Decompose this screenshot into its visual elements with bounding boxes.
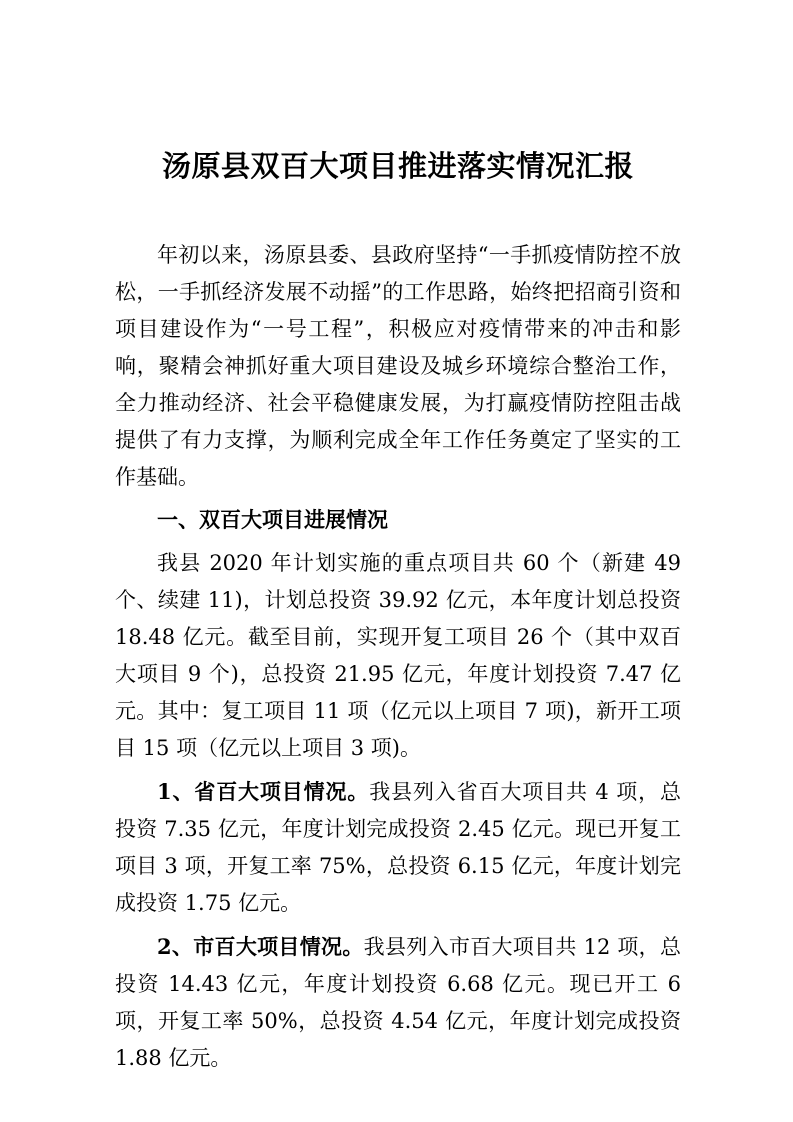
section-heading: 一、双百大项目进展情况 <box>157 508 388 532</box>
item2-paragraph <box>115 928 681 1077</box>
item1-paragraph <box>115 773 681 922</box>
item1-body: 我县列入省百大项目共 4 项，总投资 7.35 亿元，年度计划完成投资 2.45 亿元。现已开复工项目 3 项，开复工率 75%，总投资 6.15 亿元，年度计划完成投资 1.75 亿元。 <box>115 780 681 915</box>
document-title: 汤原县双百大项目推进落实情况汇报 <box>161 151 634 183</box>
item1-lead: 1、省百大项目情况。 <box>157 779 370 804</box>
item2-lead: 2、市百大项目情况。 <box>157 934 364 959</box>
section-body-paragraph: 我县 2020 年计划实施的重点项目共 60 个（新建 49 个、续建 11)，计划总投资 39.92 亿元，本年度计划总投资 18.48 亿元。截至目前，实现开复工项目 26 个（其中双百大项目 9 个)，总投资 21.95 亿元，年度计划投资 7.47 亿元。其中：复工项目 11 项（亿元以上项目 7 项)，新开工项目 15 项（亿元以上项目 3 项)。 <box>115 551 681 760</box>
intro-paragraph: 年初以来，汤原县委、县政府坚持“一手抓疫情防控不放松，一手抓经济发展不动摇”的工作思路，始终把招商引资和项目建设作为“一号工程”，积极应对疫情带来的冲击和影响，聚精会神抓好重大项目建设及城乡环境综合整治工作，全力推动经济、社会平稳健康发展，为打赢疫情防控阻击战提供了有力支撑，为顺利完成全年工作任务奠定了坚实的工作基础。 <box>115 243 681 489</box>
item2-body: 我县列入市百大项目共 12 项，总投资 14.43 亿元，年度计划投资 6.68 亿元。现已开工 6 项，开复工率 50%，总投资 4.54 亿元，年度计划完成投资 1.88 亿元。 <box>115 935 681 1070</box>
